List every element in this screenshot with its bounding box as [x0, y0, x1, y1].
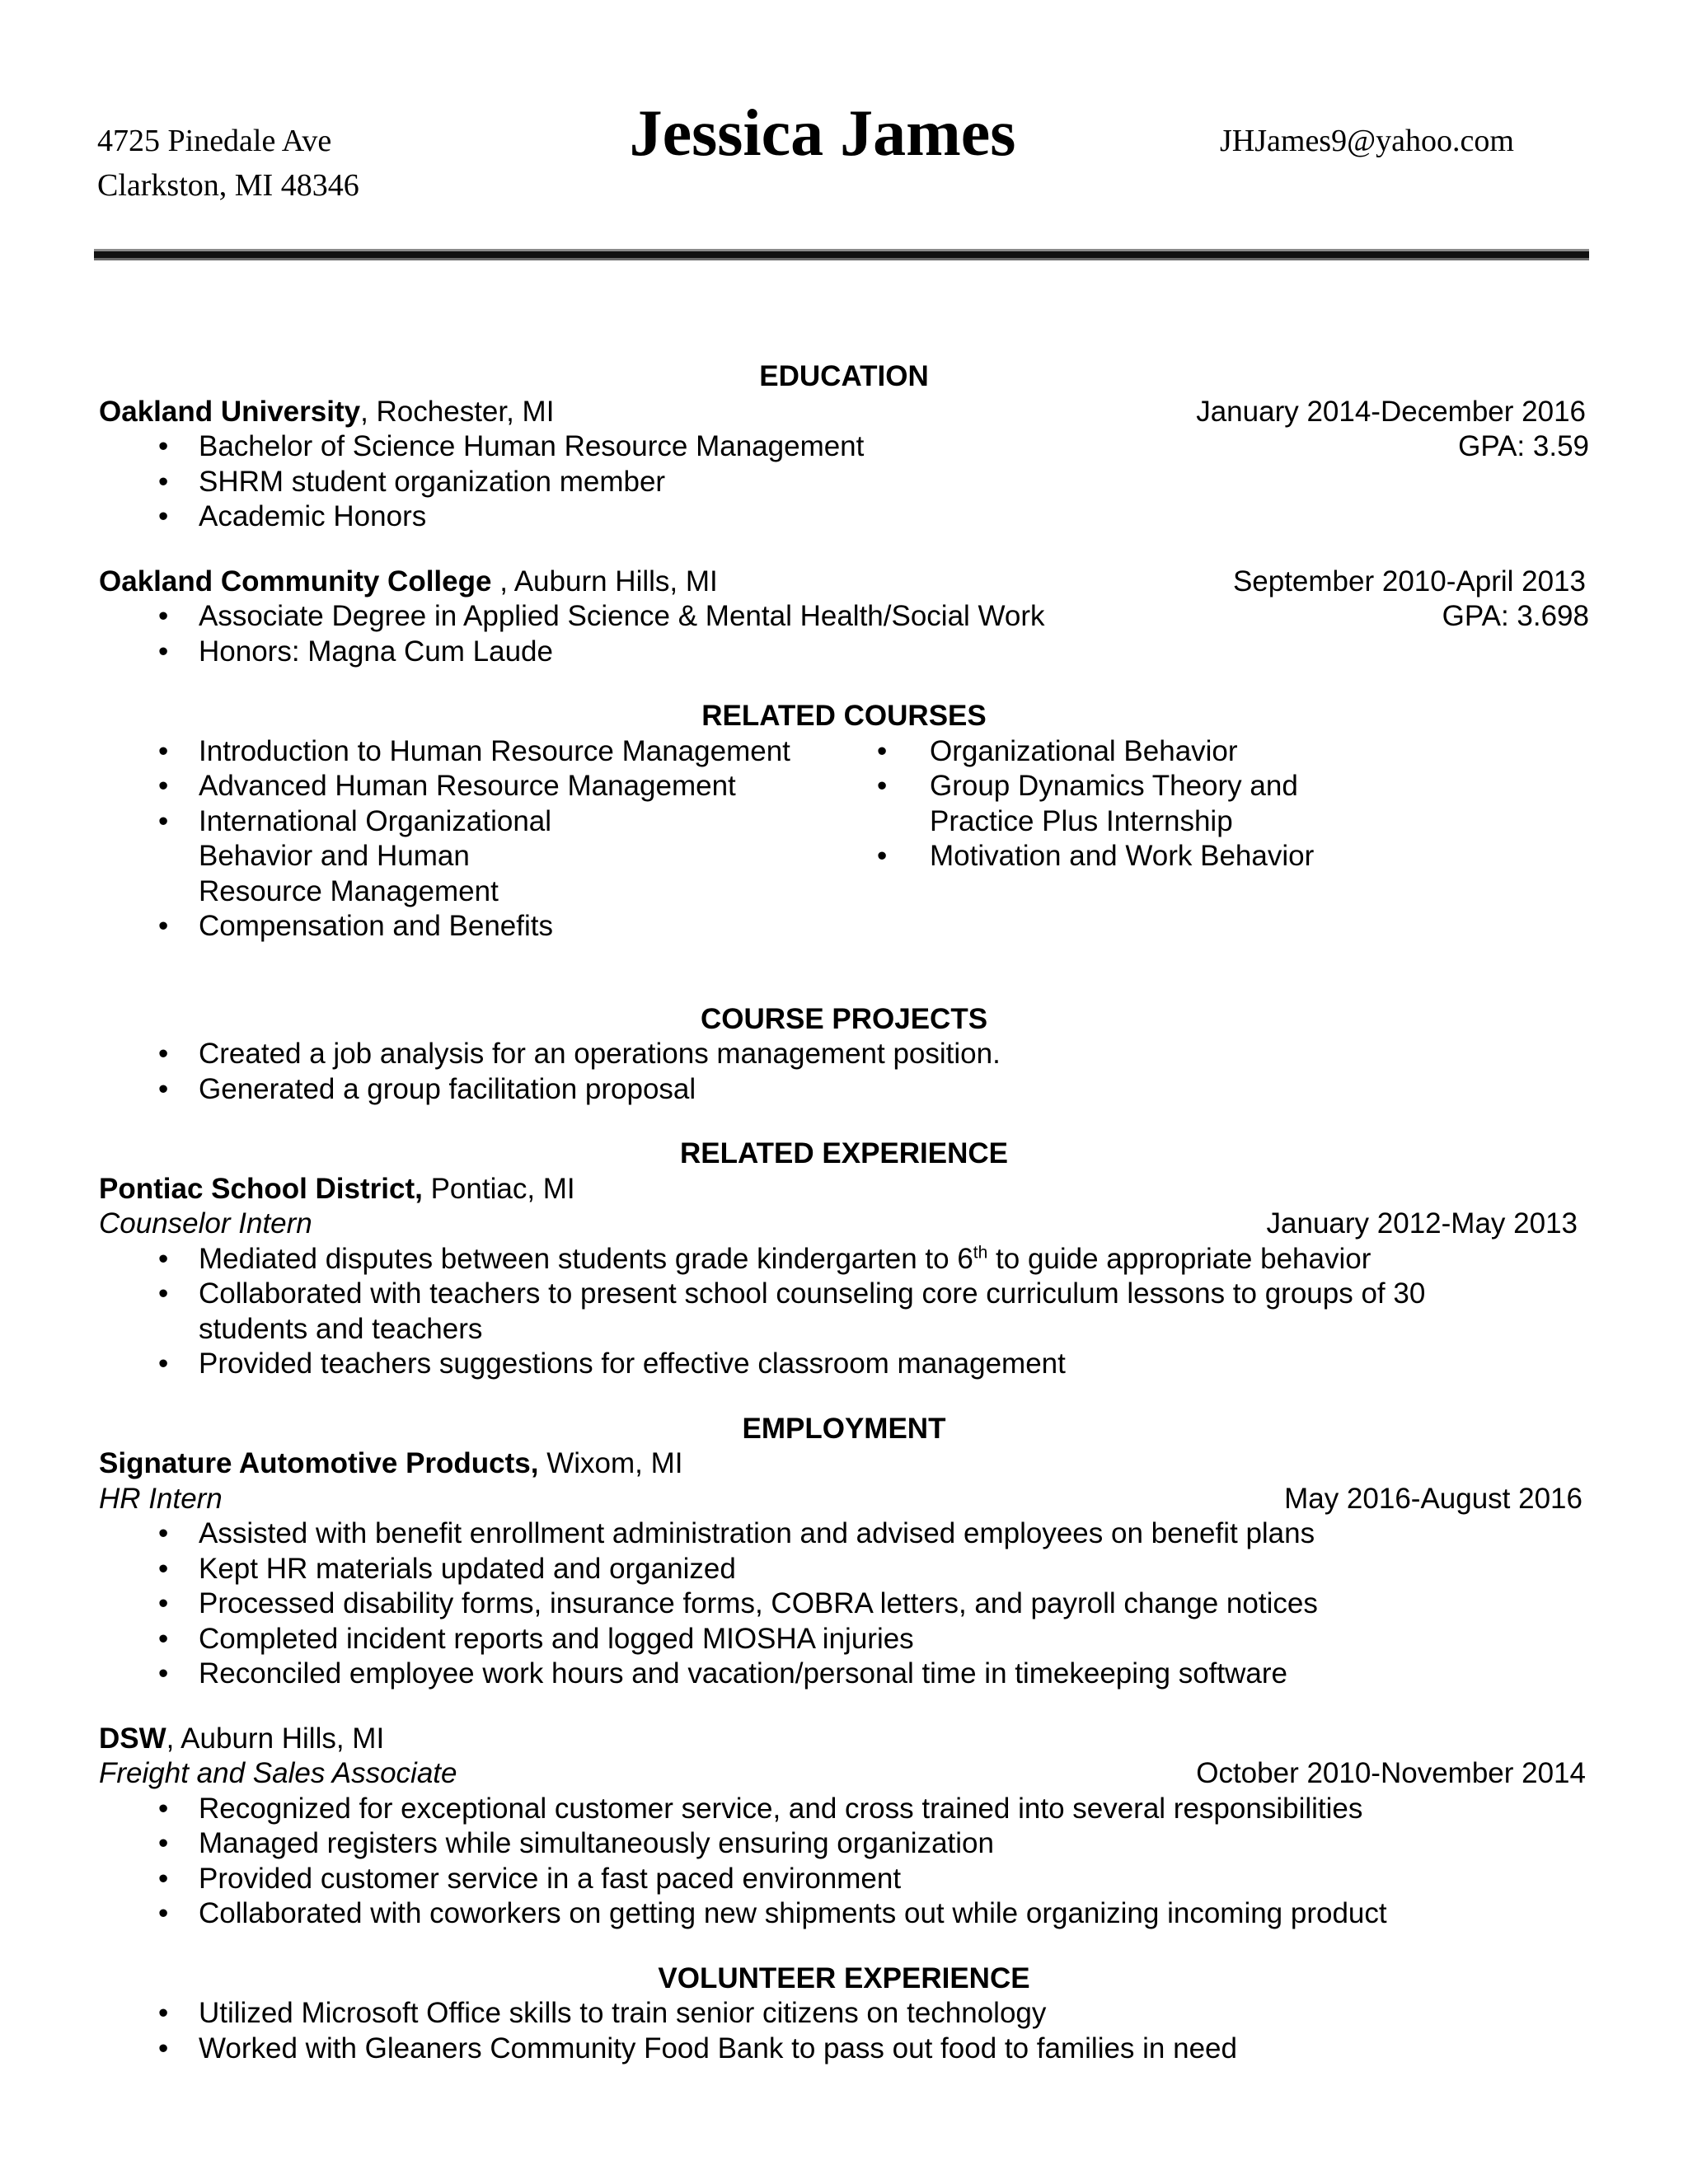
degree-row: [99, 429, 1589, 465]
list-item: • International Organizational Behavior and Human Resource Management: [99, 804, 857, 910]
courses-right-list: [857, 734, 1582, 944]
gpa: GPA: 3.59: [1458, 430, 1589, 462]
school-dates: September 2010-April 2013: [1232, 565, 1586, 598]
gpa: GPA: 3.698: [1442, 600, 1589, 632]
employer-location: , Auburn Hills, MI: [166, 1722, 385, 1755]
role-row: [99, 1207, 1589, 1242]
school-dates: January 2014-December 2016: [1196, 395, 1586, 428]
resume-body: [99, 359, 1589, 2066]
employer-location: Wixom, MI: [538, 1447, 683, 1479]
list-item: • Reconciled employee work hours and vacation/personal time in timekeeping software: [99, 1657, 1589, 1692]
degree: • Associate Degree in Applied Science & Mental Health/Social Work: [199, 600, 1045, 632]
job-duties-list: [99, 1792, 1589, 1932]
list-item: • Academic Honors: [99, 499, 1589, 535]
list-item: • Completed incident reports and logged MIOSHA injuries: [99, 1622, 1589, 1657]
list-item: • Provided customer service in a fast paced environment: [99, 1862, 1589, 1897]
list-item: • Collaborated with teachers to present school counseling core curriculum lessons to groups of 30 students and teachers: [99, 1277, 1589, 1347]
list-item: • Advanced Human Resource Management: [99, 769, 857, 804]
address-line-1: 4725 Pinedale Ave: [97, 124, 332, 158]
address-line-2: Clarkston, MI 48346: [97, 168, 359, 203]
list-item: • Group Dynamics Theory and Practice Plus Internship: [857, 769, 1582, 839]
employer-row: [99, 1172, 1589, 1207]
bullet-text: Mediated disputes between students grade kindergarten to 6: [199, 1242, 973, 1275]
courses-columns: [99, 734, 1589, 944]
projects-heading: COURSE PROJECTS: [700, 1002, 988, 1035]
employer-row: [99, 1722, 1589, 1757]
employment-heading: EMPLOYMENT: [742, 1412, 946, 1445]
employer-location: Pontiac, MI: [422, 1172, 575, 1205]
role-row: [99, 1482, 1589, 1517]
job-dates: October 2010-November 2014: [1196, 1757, 1586, 1789]
email-address: JHJames9@yahoo.com: [1220, 124, 1514, 158]
projects-list: [99, 1037, 1589, 1107]
list-item: • Assisted with benefit enrollment administration and advised employees on benefit plans: [99, 1516, 1589, 1552]
name-text: Jessica James: [629, 97, 1016, 170]
job-dates: January 2012-May 2013: [1266, 1207, 1578, 1240]
list-item: • Provided teachers suggestions for effective classroom management: [99, 1347, 1589, 1382]
job-duties-list: [99, 1516, 1589, 1692]
job-title: Counselor Intern: [99, 1207, 312, 1240]
school-row: [99, 395, 1589, 430]
ordinal-suffix: th: [973, 1242, 988, 1262]
list-item: • Generated a group facilitation proposal: [99, 1072, 1589, 1108]
degree: • Bachelor of Science Human Resource Management: [199, 430, 865, 462]
list-item: • Utilized Microsoft Office skills to train senior citizens on technology: [99, 1996, 1589, 2032]
job-title: HR Intern: [99, 1482, 223, 1515]
list-item: • Processed disability forms, insurance forms, COBRA letters, and payroll change notices: [99, 1586, 1589, 1622]
list-item: • Compensation and Benefits: [99, 909, 857, 944]
employer-row: [99, 1446, 1589, 1482]
volunteer-heading: VOLUNTEER EXPERIENCE: [658, 1961, 1030, 1994]
courses-left-list: [99, 734, 857, 944]
header-divider: [94, 249, 1589, 260]
role-row: [99, 1756, 1589, 1792]
job-dates: May 2016-August 2016: [1284, 1482, 1582, 1515]
degree-row: [99, 599, 1589, 635]
related-experience-heading: RELATED EXPERIENCE: [679, 1137, 1009, 1169]
list-item: • Motivation and Work Behavior: [857, 839, 1582, 874]
school-name: Oakland Community College: [99, 565, 492, 598]
list-item: • Organizational Behavior: [857, 734, 1582, 770]
school-bullets: [99, 635, 1589, 670]
list-item: • Introduction to Human Resource Management: [99, 734, 857, 770]
school-name: Oakland University: [99, 395, 361, 428]
school-location: , Auburn Hills, MI: [491, 565, 718, 598]
list-item: • SHRM student organization member: [99, 465, 1589, 500]
employer-name: Signature Automotive Products,: [99, 1447, 539, 1479]
courses-heading: RELATED COURSES: [701, 700, 987, 732]
school-location: , Rochester, MI: [360, 395, 555, 428]
school-bullets: [99, 465, 1589, 535]
school-row: [99, 565, 1589, 600]
list-item: [99, 1242, 1589, 1277]
bullet-text: to guide appropriate behavior: [987, 1242, 1372, 1275]
experience-list: [99, 1242, 1589, 1382]
list-item: • Honors: Magna Cum Laude: [99, 635, 1589, 670]
list-item: • Worked with Gleaners Community Food Bank to pass out food to families in need: [99, 2032, 1589, 2067]
list-item: • Managed registers while simultaneously ensuring organization: [99, 1826, 1589, 1862]
list-item: • Kept HR materials updated and organized: [99, 1552, 1589, 1587]
list-item: • Created a job analysis for an operations management position.: [99, 1037, 1589, 1072]
education-heading: EDUCATION: [759, 360, 929, 392]
employer-name: DSW: [99, 1722, 166, 1755]
employer-name: Pontiac School District,: [99, 1172, 423, 1205]
list-item: • Collaborated with coworkers on getting new shipments out while organizing incoming product: [99, 1896, 1589, 1932]
volunteer-list: [99, 1996, 1589, 2066]
list-item: • Recognized for exceptional customer service, and cross trained into several responsibilities: [99, 1792, 1589, 1827]
job-title: Freight and Sales Associate: [99, 1757, 457, 1789]
